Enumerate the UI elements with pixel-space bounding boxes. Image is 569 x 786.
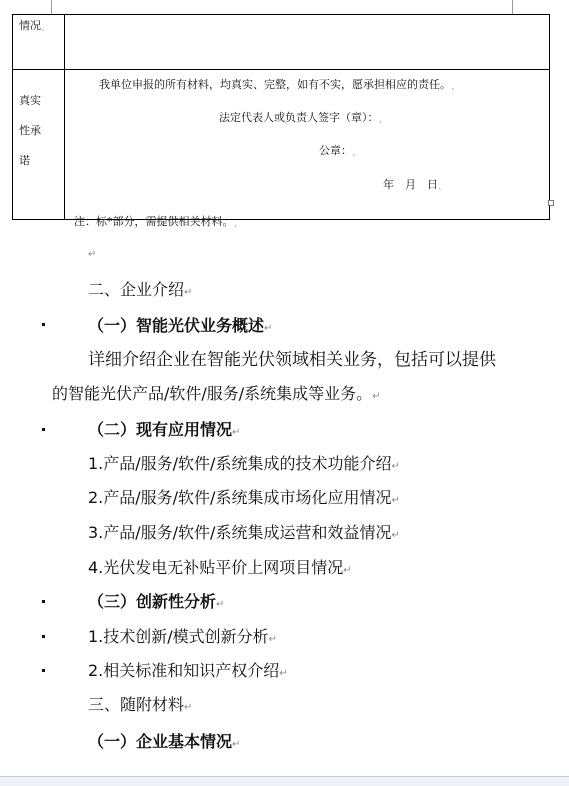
crop-mark-top-right [512,0,513,14]
table-note: 注：标*部分，需提供相关材料。˛ [74,215,238,228]
list-bullet [42,428,45,431]
list-item: 4.光伏发电无补贴平价上网项目情况↵ [88,558,352,577]
list-item: 2.产品/服务/软件/系统集成市场化应用情况↵ [88,488,400,507]
subsection-heading: （一）企业基本情况↵ [88,732,241,751]
list-bullet [42,635,45,638]
list-item: 1.技术创新/模式创新分析↵ [88,627,278,646]
subsection-heading: （一）智能光伏业务概述↵ [88,316,273,335]
commitment-table [12,14,550,220]
list-bullet [42,669,45,672]
list-item: 1.产品/服务/软件/系统集成的技术功能介绍↵ [88,454,400,473]
commitment-label-line: 性承 [19,124,41,137]
body-paragraph-line: 的智能光伏产品/软件/服务/系统集成等业务。↵ [52,384,381,403]
subsection-heading: （二）现有应用情况↵ [88,420,241,439]
situation-label: 情况 [19,19,41,32]
list-bullet [42,323,45,326]
table-row-commitment [13,70,550,220]
list-bullet [42,600,45,603]
pledge-statement: 我单位申报的所有材料，均真实、完整，如有不实，愿承担相应的责任。˛ [99,78,455,91]
date-line: 年 月 日˛ [383,178,442,191]
section-heading: 二、企业介绍↵ [88,280,193,299]
commitment-label-line: 真实 [19,94,41,107]
commitment-label-line: 诺 [19,154,30,167]
table-row-situation [13,15,550,70]
subsection-heading: （三）创新性分析↵ [88,592,225,611]
crop-mark-top-left [51,0,52,14]
signature-line: 法定代表人或负责人签字（章）：˛ [219,111,383,124]
official-seal-line: 公章：˛ [319,144,356,157]
cell-mark: ˛ [41,22,45,31]
body-paragraph-line: 详细介绍企业在智能光伏领域相关业务，包括可以提供 [88,350,496,370]
list-item: 2.相关标准和知识产权介绍↵ [88,661,288,680]
empty-paragraph-mark: ↵ [88,249,97,260]
commitment-label-cell[interactable] [13,70,65,220]
situation-label-cell[interactable] [13,15,65,70]
situation-content-cell[interactable] [65,15,550,70]
commitment-content-cell[interactable] [65,70,550,220]
table-resize-handle[interactable] [548,200,554,206]
list-item: 3.产品/服务/软件/系统集成运营和效益情况↵ [88,523,400,542]
section-heading: 三、随附材料↵ [88,695,193,714]
